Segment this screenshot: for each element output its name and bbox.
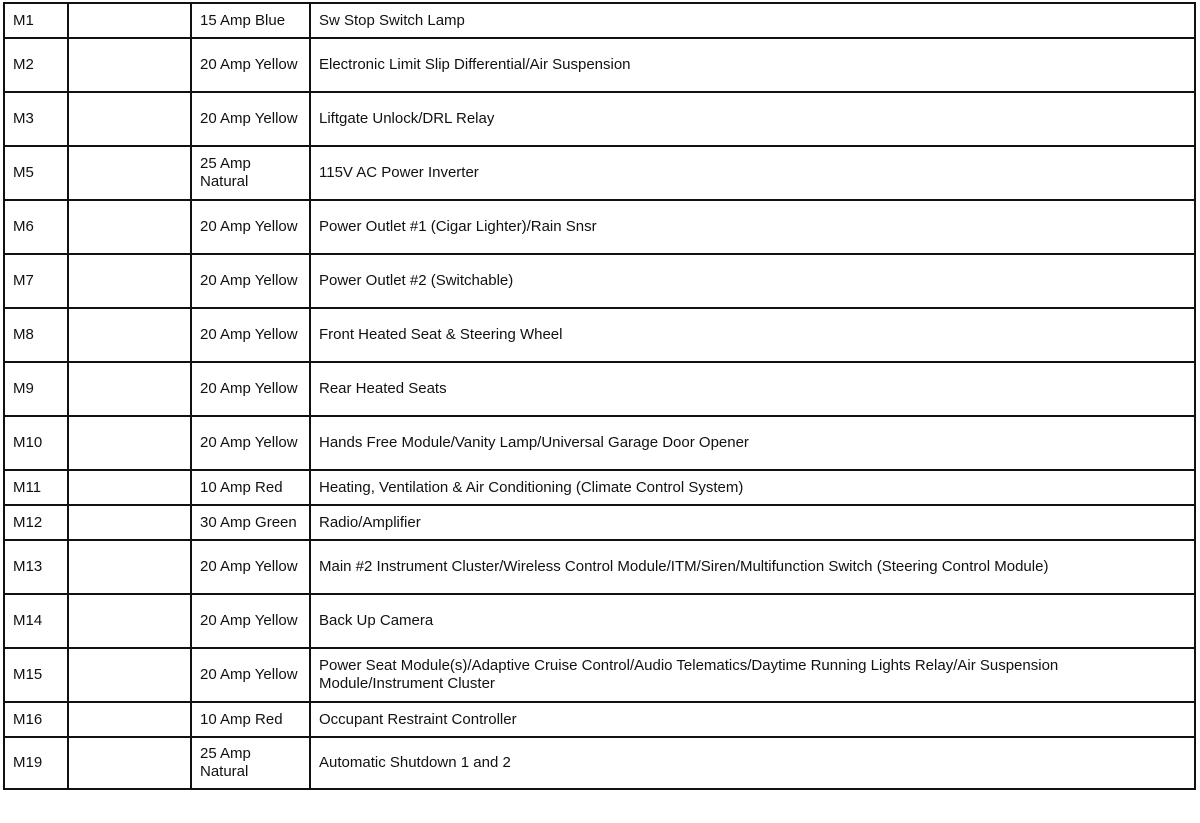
- table-row: [4, 92, 1195, 146]
- description-cell: Rear Heated Seats: [310, 362, 1195, 416]
- description-cell: Power Outlet #2 (Switchable): [310, 254, 1195, 308]
- cavity-cell: M7: [4, 254, 68, 308]
- description-cell: Back Up Camera: [310, 594, 1195, 648]
- description-cell: Hands Free Module/Vanity Lamp/Universal Garage Door Opener: [310, 416, 1195, 470]
- mini-fuse-cell: [191, 92, 310, 146]
- mini-fuse-value: 20 Amp Yellow: [200, 218, 298, 235]
- mini-fuse-cell: [191, 594, 310, 648]
- mini-fuse-cell: [191, 470, 310, 505]
- mini-fuse-value: 25 Amp Natural: [200, 745, 251, 780]
- cartridge-fuse-cell: [68, 362, 191, 416]
- fuse-table: [3, 2, 1196, 790]
- table-row: [4, 254, 1195, 308]
- cavity-cell: M16: [4, 702, 68, 737]
- cavity-cell: M3: [4, 92, 68, 146]
- cartridge-fuse-cell: [68, 540, 191, 594]
- mini-fuse-cell: [191, 505, 310, 540]
- cavity-cell: M9: [4, 362, 68, 416]
- mini-fuse-value: 20 Amp Yellow: [200, 666, 298, 683]
- description-cell: Radio/Amplifier: [310, 505, 1195, 540]
- cavity-cell: M13: [4, 540, 68, 594]
- description-cell: Occupant Restraint Controller: [310, 702, 1195, 737]
- cavity-cell: M11: [4, 470, 68, 505]
- table-row: [4, 416, 1195, 470]
- table-row: [4, 470, 1195, 505]
- description-cell: Power Outlet #1 (Cigar Lighter)/Rain Snsr: [310, 200, 1195, 254]
- mini-fuse-value: 20 Amp Yellow: [200, 558, 298, 575]
- cavity-cell: M6: [4, 200, 68, 254]
- cartridge-fuse-cell: [68, 648, 191, 702]
- table-row: [4, 594, 1195, 648]
- mini-fuse-cell: [191, 146, 310, 200]
- cartridge-fuse-cell: [68, 470, 191, 505]
- mini-fuse-cell: [191, 737, 310, 789]
- cavity-cell: M1: [4, 3, 68, 38]
- cartridge-fuse-cell: [68, 3, 191, 38]
- mini-fuse-cell: [191, 648, 310, 702]
- mini-fuse-value: 30 Amp Green: [200, 513, 297, 531]
- table-row: [4, 146, 1195, 200]
- description-cell: Power Seat Module(s)/Adaptive Cruise Control/Audio Telematics/Daytime Running Lights Relay/Air Suspension Module/Instrument Cluster: [310, 648, 1195, 702]
- mini-fuse-cell: [191, 540, 310, 594]
- mini-fuse-value: 25 Amp Natural: [200, 155, 251, 190]
- cartridge-fuse-cell: [68, 38, 191, 92]
- table-row: [4, 308, 1195, 362]
- mini-fuse-cell: [191, 200, 310, 254]
- cartridge-fuse-cell: [68, 92, 191, 146]
- description-cell: Main #2 Instrument Cluster/Wireless Control Module/ITM/Siren/Multifunction Switch (Steering Control Module): [310, 540, 1195, 594]
- table-row: [4, 362, 1195, 416]
- mini-fuse-value: 20 Amp Yellow: [200, 272, 298, 289]
- description-cell: Heating, Ventilation & Air Conditioning (Climate Control System): [310, 470, 1195, 505]
- table-row: [4, 540, 1195, 594]
- mini-fuse-value: 15 Amp Blue: [200, 11, 286, 29]
- table-row: [4, 648, 1195, 702]
- cavity-cell: M5: [4, 146, 68, 200]
- mini-fuse-value: 10 Amp Red: [200, 478, 283, 496]
- table-row: [4, 200, 1195, 254]
- cartridge-fuse-cell: [68, 416, 191, 470]
- mini-fuse-value: 20 Amp Yellow: [200, 612, 298, 629]
- description-cell: Electronic Limit Slip Differential/Air Suspension: [310, 38, 1195, 92]
- cavity-cell: M2: [4, 38, 68, 92]
- cartridge-fuse-cell: [68, 702, 191, 737]
- cartridge-fuse-cell: [68, 254, 191, 308]
- cartridge-fuse-cell: [68, 594, 191, 648]
- table-row: [4, 3, 1195, 38]
- mini-fuse-value: 20 Amp Yellow: [200, 434, 298, 451]
- mini-fuse-value: 20 Amp Yellow: [200, 110, 298, 127]
- description-cell: 115V AC Power Inverter: [310, 146, 1195, 200]
- mini-fuse-value: 20 Amp Yellow: [200, 326, 298, 343]
- cavity-cell: M12: [4, 505, 68, 540]
- cavity-cell: M19: [4, 737, 68, 789]
- mini-fuse-cell: [191, 416, 310, 470]
- cartridge-fuse-cell: [68, 737, 191, 789]
- description-cell: Front Heated Seat & Steering Wheel: [310, 308, 1195, 362]
- description-cell: Liftgate Unlock/DRL Relay: [310, 92, 1195, 146]
- mini-fuse-cell: [191, 702, 310, 737]
- mini-fuse-value: 20 Amp Yellow: [200, 380, 298, 397]
- cartridge-fuse-cell: [68, 200, 191, 254]
- mini-fuse-cell: [191, 3, 310, 38]
- table-row: [4, 505, 1195, 540]
- description-cell: Automatic Shutdown 1 and 2: [310, 737, 1195, 789]
- description-cell: Sw Stop Switch Lamp: [310, 3, 1195, 38]
- cavity-cell: M15: [4, 648, 68, 702]
- cavity-cell: M8: [4, 308, 68, 362]
- cavity-cell: M10: [4, 416, 68, 470]
- mini-fuse-value: 20 Amp Yellow: [200, 56, 298, 73]
- table-row: [4, 38, 1195, 92]
- mini-fuse-value: 10 Amp Red: [200, 710, 283, 728]
- cartridge-fuse-cell: [68, 146, 191, 200]
- mini-fuse-cell: [191, 308, 310, 362]
- table-row: [4, 737, 1195, 789]
- cartridge-fuse-cell: [68, 308, 191, 362]
- mini-fuse-cell: [191, 38, 310, 92]
- table-row: [4, 702, 1195, 737]
- mini-fuse-cell: [191, 254, 310, 308]
- mini-fuse-cell: [191, 362, 310, 416]
- cavity-cell: M14: [4, 594, 68, 648]
- cartridge-fuse-cell: [68, 505, 191, 540]
